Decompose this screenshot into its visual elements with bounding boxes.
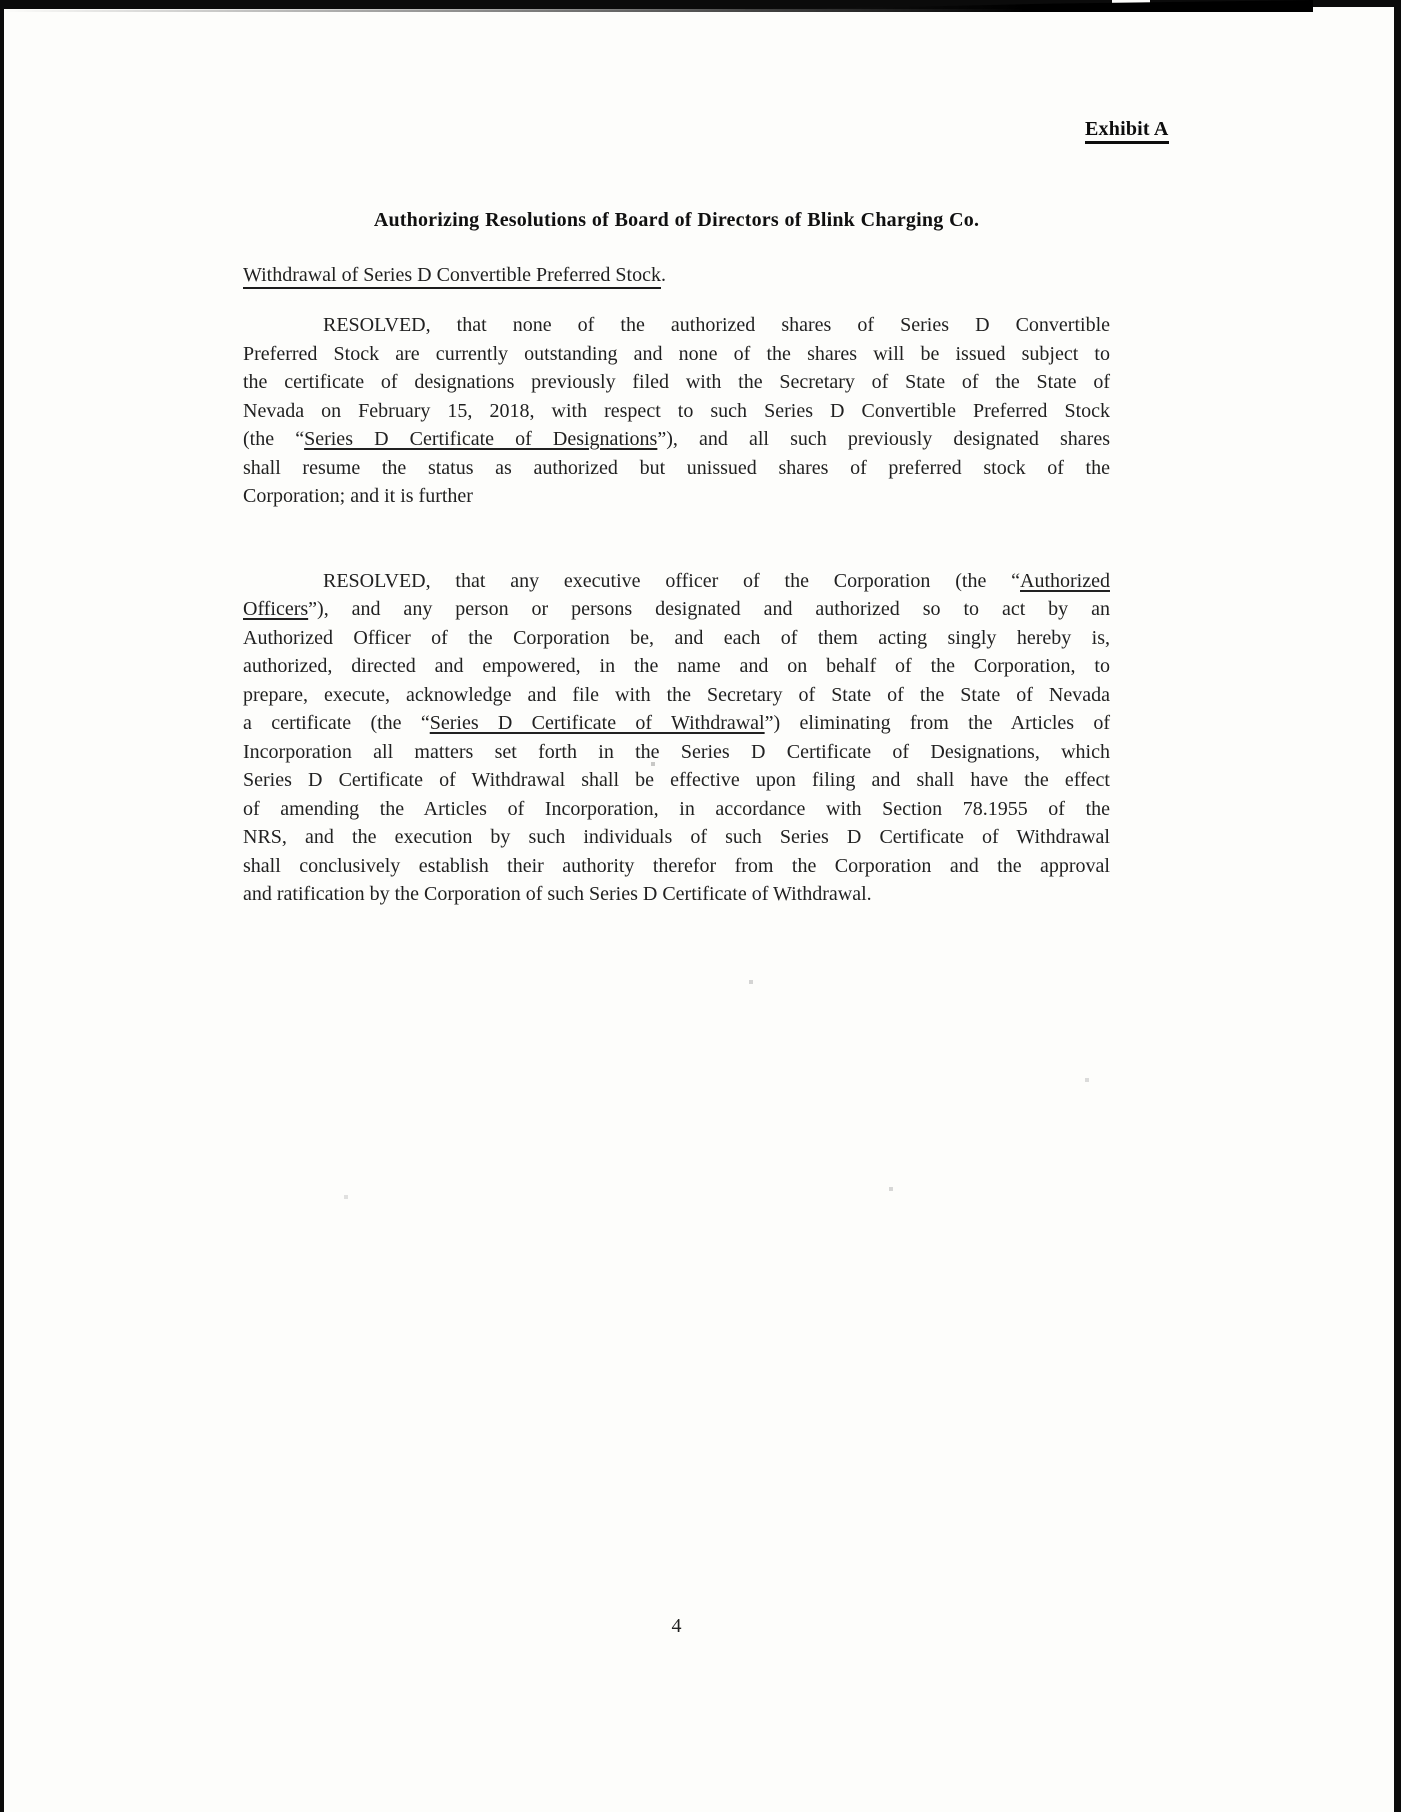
- defined-term: Officers: [243, 598, 309, 620]
- resolutions-body: [243, 311, 1110, 909]
- text-segment: shall resume the status as authorized but unissued shares of preferred stock of the: [243, 456, 1110, 479]
- defined-term: Series D Certificate of Withdrawal: [429, 712, 765, 734]
- scan-speckles: [0, 0, 2, 2]
- scan-edge-right: [1394, 0, 1401, 1812]
- scan-edge-left: [0, 0, 4, 1812]
- text-segment: NRS, and the execution by such individuals of such Series D Certificate of Withdrawal: [243, 826, 1110, 848]
- text-line: [243, 567, 1110, 596]
- text-segment: ”) eliminating from the Articles of: [764, 712, 1111, 734]
- exhibit-label-text: Exhibit A: [1085, 118, 1169, 144]
- text-segment: RESOLVED, that any executive officer of the Corporation (the “: [323, 569, 1021, 592]
- text-segment: ”), and all such previously designated shares: [657, 428, 1110, 450]
- section-heading-period: .: [660, 264, 666, 286]
- text-line: [243, 880, 1110, 909]
- text-line: [243, 425, 1110, 454]
- text-segment: authorized, directed and empowered, in the name and on behalf of the Corporation, to: [243, 655, 1110, 677]
- text-line: [243, 795, 1110, 824]
- text-line: [243, 482, 1110, 511]
- text-line: [243, 595, 1110, 624]
- text-line: [243, 311, 1110, 340]
- section-heading-text: Withdrawal of Series D Convertible Preferred Stock: [243, 264, 661, 289]
- section-heading: [243, 261, 666, 290]
- text-segment: Series D Certificate of Withdrawal shall be effective upon filing and shall have the effect: [243, 769, 1110, 791]
- document-title: Authorizing Resolutions of Board of Directors of Blink Charging Co.: [373, 209, 980, 231]
- text-segment: RESOLVED, that none of the authorized shares of Series D Convertible: [323, 314, 1110, 336]
- paragraph-resolution-withdrawal: [243, 311, 1110, 511]
- text-line: [243, 823, 1110, 852]
- text-line: [243, 454, 1110, 483]
- text-line: [243, 397, 1110, 426]
- text-line: [243, 766, 1110, 795]
- defined-term: Series D Certificate of Designations: [304, 428, 658, 450]
- text-line: [243, 709, 1110, 738]
- text-segment: (the “: [243, 428, 305, 450]
- text-segment: and ratification by the Corporation of such Series D Certificate of Withdrawal.: [243, 883, 872, 905]
- text-line: [243, 852, 1110, 881]
- text-segment: shall conclusively establish their authority therefor from the Corporation and the approval: [243, 854, 1110, 877]
- text-segment: Corporation; and it is further: [243, 485, 473, 507]
- text-line: [243, 738, 1110, 767]
- text-line: [243, 681, 1110, 710]
- text-segment: the certificate of designations previously filed with the Secretary of State of the State of: [243, 371, 1110, 393]
- text-segment: Preferred Stock are currently outstanding and none of the shares will be issued subject to: [243, 342, 1110, 365]
- text-line: [243, 340, 1110, 369]
- text-segment: Incorporation all matters set forth in the Series D Certificate of Designations, which: [243, 740, 1110, 763]
- page-number: 4: [671, 1615, 682, 1637]
- text-column: [243, 0, 1110, 1812]
- text-line: [243, 624, 1110, 653]
- defined-term: Authorized: [1020, 569, 1110, 592]
- text-line: [243, 368, 1110, 397]
- text-segment: a certificate (the “: [243, 712, 430, 734]
- text-line: [243, 652, 1110, 681]
- text-segment: ”), and any person or persons designated and authorized so to act by an: [308, 598, 1110, 620]
- text-segment: of amending the Articles of Incorporation, in accordance with Section 78.1955 of the: [243, 797, 1110, 820]
- text-segment: Nevada on February 15, 2018, with respect to such Series D Convertible Preferred Stock: [243, 399, 1110, 422]
- paragraph-resolution-officers: [243, 567, 1110, 909]
- text-segment: Authorized Officer of the Corporation be, and each of them acting singly hereby is,: [243, 626, 1110, 649]
- text-segment: prepare, execute, acknowledge and file with the Secretary of State of the State of Nevada: [243, 683, 1110, 706]
